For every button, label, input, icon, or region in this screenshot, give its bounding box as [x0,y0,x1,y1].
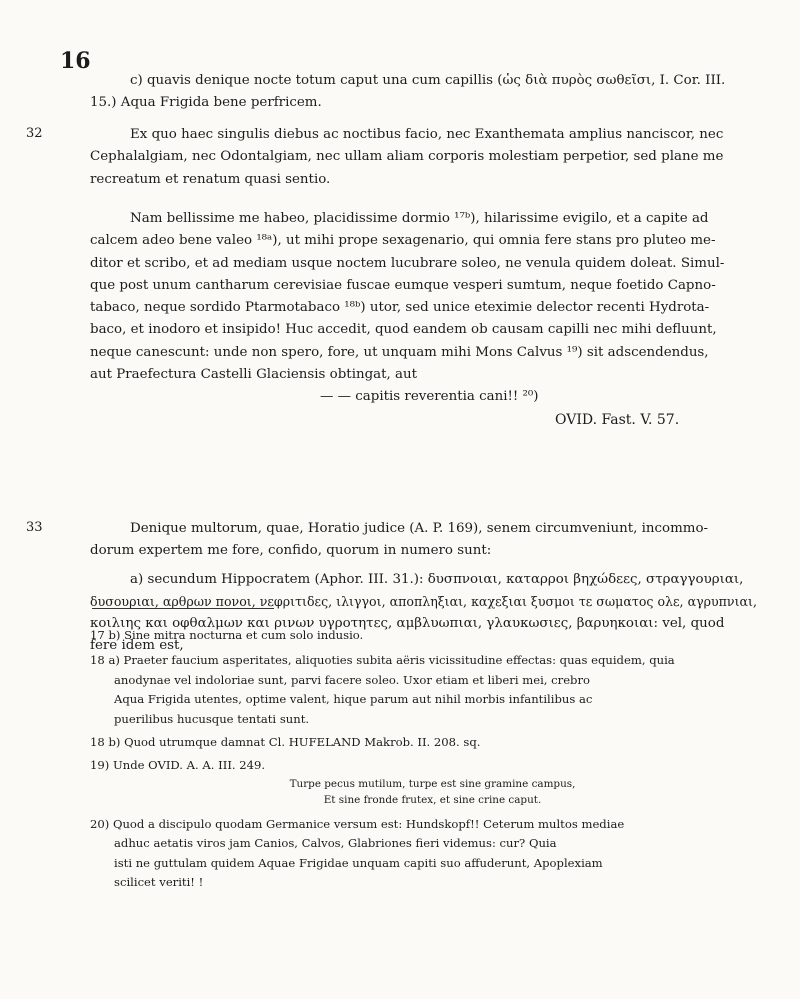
text-line: tabaco, neque sordido Ptarmotabaco ¹⁸ᵇ) utor, sed unice eteximie delector recenti Hydrota- [90,300,710,316]
text-line: δυσουριαι, αρθρων πονοι, νεφριτιδες, ιλιγγοι, αποπληξιαι, καχεξιαι ξυσμοι τε σωματος ολε, αγρυπνιαι, [90,593,757,609]
text-line: fere idem est, [90,638,184,654]
footnote-line: anodynae vel indoloriae sunt, parvi facere soleo. Uxor etiam et liberi mei, crebro [114,672,591,687]
verse-line: Et sine fronde frutex, et sine crine caput. [323,794,542,807]
text-line: dorum expertem me fore, confido, quorum in numero sunt: [90,543,492,559]
text-line: aut Praefectura Castelli Glaciensis obtingat, aut [90,367,418,383]
text-line: que post unum cantharum cerevisiae fuscae eumque vesperi sumtum, neque foetido Capno- [90,277,716,293]
footnote-18a: 18 a) Praeter faucium asperitates, aliquoties subita aëris vicissitudine effectas: quas equidem, quia [90,653,675,668]
footnote-line: isti ne guttulam quidem Aquae Frigidae unquam capiti suo affuderunt, Apoplexiam [114,855,603,870]
text-line: 15.) Aqua Frigida bene perfricem. [90,95,322,111]
paragraph-32 [90,124,770,191]
footnote-18b: 18 b) Quod utrumque damnat Cl. HUFELAND Makrob. II. 208. sq. [90,735,481,750]
footnote-line: adhuc aetatis viros jam Canios, Calvos, Glabriones fieri videmus: cur? Quia [114,836,557,851]
text-line: Nam bellissime me habeo, placidissime dormio ¹⁷ᵇ), hilarissime evigilo, et a capite ad [130,211,709,226]
text-line: Denique multorum, quae, Horatio judice (A. P. 169), senem circumveniunt, incommo- [130,521,709,536]
text-line: κοιλιης και οφθαλμων και ρινων υγροτητες, αμβλυωπιαι, γλαυκωσιες, βαρυηκοιαι: vel, quod [90,616,725,632]
text-line: Ex quo haec singulis diebus ac noctibus facio, nec Exanthemata amplius nanciscor, nec [130,127,724,142]
margin-number-33: 33 [26,520,43,535]
ovid-quote: — — capitis reverentia cani!! ²⁰) [320,389,539,405]
footnote-line: scilicet veriti! ! [114,875,204,890]
margin-number-32: 32 [26,126,43,141]
ovid-citation: OVID. Fast. V. 57. [555,411,680,428]
text-line: baco, et inodoro et insipido! Huc accedit, quod eandem ob causam capilli nec mihi defluunt, [90,322,717,338]
footnote-line: Aqua Frigida utentes, optime valent, hique parum aut nihil morbis infantilibus ac [114,692,593,707]
paragraph-nam [90,208,770,431]
text-line: calcem adeo bene valeo ¹⁸ᵃ), ut mihi prope sexagenario, qui omnia fere stans pro pluteo me- [90,233,716,249]
text-line: recreatum et renatum quasi sentio. [90,171,331,187]
text-line: c) quavis denique nocte totum caput una cum capillis (ὡς διὰ πυρὸς σωθεῖσι, I. Cor. III. [130,73,726,88]
footnote-rule [92,608,274,609]
main-text-block-1 [90,70,770,115]
text-line: ditor et scribo, et ad mediam usque noctem lucubrare soleo, ne venula quidem doleat. Simul- [90,255,725,271]
footnotes [90,626,775,892]
text-line: neque canescunt: unde non spero, fore, ut unquam mihi Mons Calvus ¹⁹) sit adscendendus, [90,344,709,360]
text-line: Cephalalgiam, nec Odontalgiam, nec ullam aliam corporis molestiam perpetior, sed plane me [90,149,724,165]
verse-line: Turpe pecus mutilum, turpe est sine gramine campus, [289,777,576,790]
page-number: 16 [60,48,91,74]
footnote-20: 20) Quod a discipulo quodam Germanice versum est: Hundskopf!! Ceterum multos mediae [90,816,625,831]
footnote-19: 19) Unde OVID. A. A. III. 249. [90,758,266,773]
footnote-17b: 17 b) Sine mitra nocturna et cum solo indusio. [90,628,364,642]
text-line: a) secundum Hippocratem (Aphor. III. 31.): δυσπνοιαι, καταρροι βηχώδεες, στραγγουριαι, [130,571,744,587]
footnote-line: puerilibus hucusque tentati sunt. [114,711,310,726]
